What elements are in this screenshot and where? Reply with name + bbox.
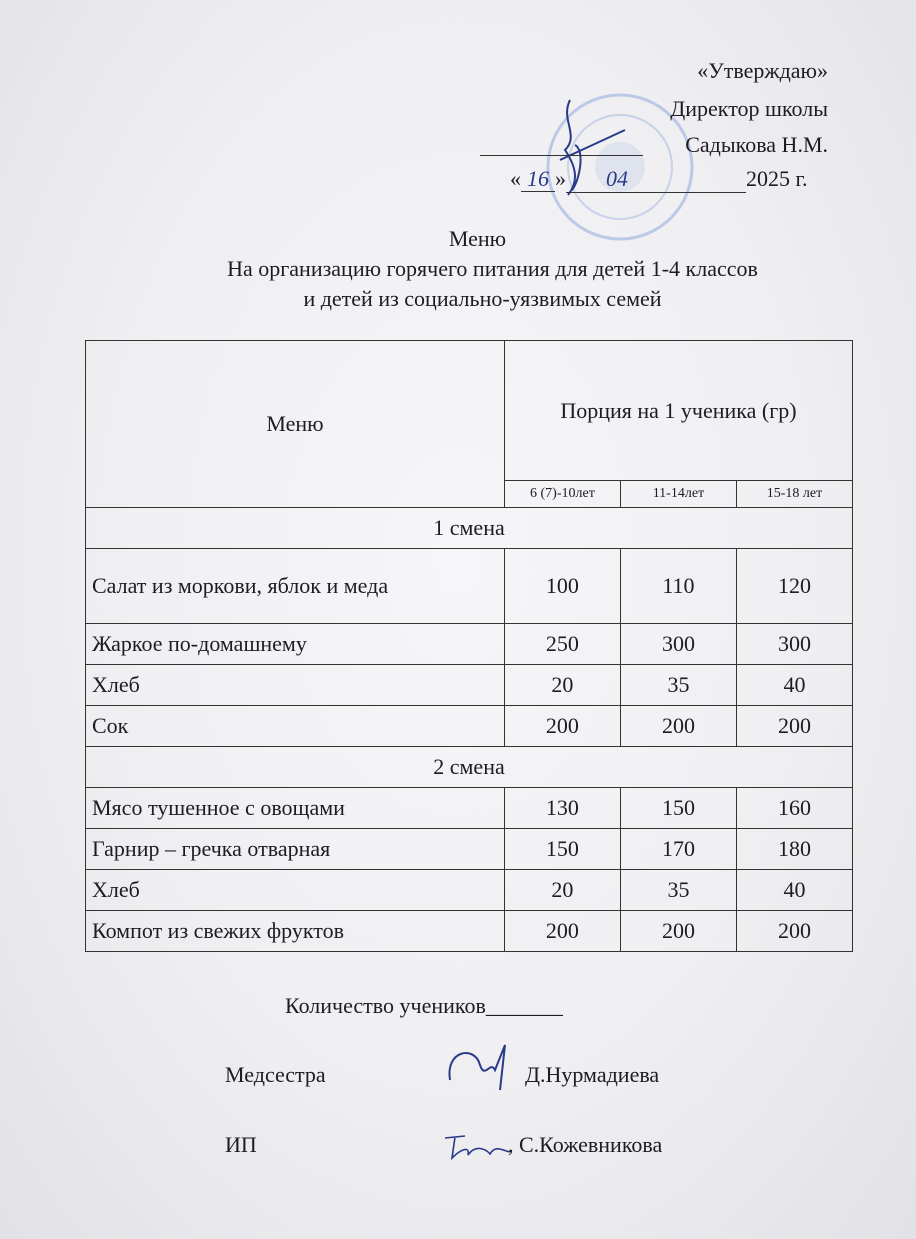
- date-close: »: [555, 166, 566, 191]
- table-row: [86, 829, 853, 870]
- table-row: [86, 911, 853, 952]
- date-open: «: [510, 166, 521, 191]
- dish-name: Компот из свежих фруктов: [86, 911, 505, 952]
- age-header: 15-18 лет: [736, 481, 852, 508]
- heading-line3: и детей из социально-уязвимых семей: [303, 286, 662, 311]
- signature-line: [480, 155, 643, 156]
- portion-value: 200: [504, 706, 620, 747]
- heading-line2: На организацию горячего питания для детей 1-4 классов: [227, 256, 758, 281]
- portion-value: 120: [736, 549, 852, 624]
- approval-date: [510, 166, 808, 193]
- portion-value: 170: [620, 829, 736, 870]
- portion-value: 200: [620, 706, 736, 747]
- age-header: 6 (7)-10лет: [504, 481, 620, 508]
- col-header-portion: Порция на 1 ученика (гр): [504, 341, 852, 481]
- portion-value: 200: [504, 911, 620, 952]
- nurse-signature-icon: [440, 1040, 520, 1100]
- approval-title: «Утверждаю»: [697, 58, 828, 83]
- portion-value: 160: [736, 788, 852, 829]
- shift-header: 1 смена: [86, 508, 853, 549]
- dish-name: Сок: [86, 706, 505, 747]
- dish-name: Жаркое по-домашнему: [86, 624, 505, 665]
- portion-value: 35: [620, 665, 736, 706]
- portion-value: 40: [736, 665, 852, 706]
- students-count: Количество учеников_______: [285, 993, 563, 1018]
- date-year: 2025 г.: [746, 166, 808, 191]
- dish-name: Хлеб: [86, 870, 505, 911]
- nurse-label: Медсестра: [225, 1062, 326, 1087]
- table-row: [86, 706, 853, 747]
- dish-name: Салат из моркови, яблок и меда: [86, 549, 505, 624]
- nurse-name: Д.Нурмадиева: [525, 1062, 660, 1087]
- date-day: 16: [521, 166, 555, 192]
- portion-value: 20: [504, 870, 620, 911]
- col-header-menu: Меню: [86, 341, 505, 508]
- portion-value: 200: [736, 911, 852, 952]
- portion-value: 100: [504, 549, 620, 624]
- table-row: [86, 665, 853, 706]
- portion-value: 200: [620, 911, 736, 952]
- ip-signature-icon: [440, 1130, 515, 1165]
- portion-value: 150: [504, 829, 620, 870]
- portion-value: 150: [620, 788, 736, 829]
- heading-title: Меню: [448, 226, 507, 251]
- ip-label: ИП: [225, 1132, 257, 1157]
- approval-position: Директор школы: [670, 96, 828, 121]
- dish-name: Мясо тушенное с овощами: [86, 788, 505, 829]
- portion-value: 250: [504, 624, 620, 665]
- portion-value: 40: [736, 870, 852, 911]
- table-row: [86, 624, 853, 665]
- table-row: [86, 788, 853, 829]
- portion-value: 110: [620, 549, 736, 624]
- shift-header: 2 смена: [86, 747, 853, 788]
- age-header: 11-14лет: [620, 481, 736, 508]
- portion-value: 20: [504, 665, 620, 706]
- table-row: [86, 549, 853, 624]
- portion-value: 200: [736, 706, 852, 747]
- date-month: 04: [566, 166, 746, 193]
- portion-value: 130: [504, 788, 620, 829]
- portion-value: 300: [620, 624, 736, 665]
- approval-name: Садыкова Н.М.: [685, 132, 828, 157]
- ip-name: , С.Кожевникова: [508, 1132, 663, 1157]
- portion-value: 180: [736, 829, 852, 870]
- portion-value: 35: [620, 870, 736, 911]
- dish-name: Гарнир – гречка отварная: [86, 829, 505, 870]
- table-row: [86, 870, 853, 911]
- portion-value: 300: [736, 624, 852, 665]
- menu-table: [85, 340, 853, 952]
- dish-name: Хлеб: [86, 665, 505, 706]
